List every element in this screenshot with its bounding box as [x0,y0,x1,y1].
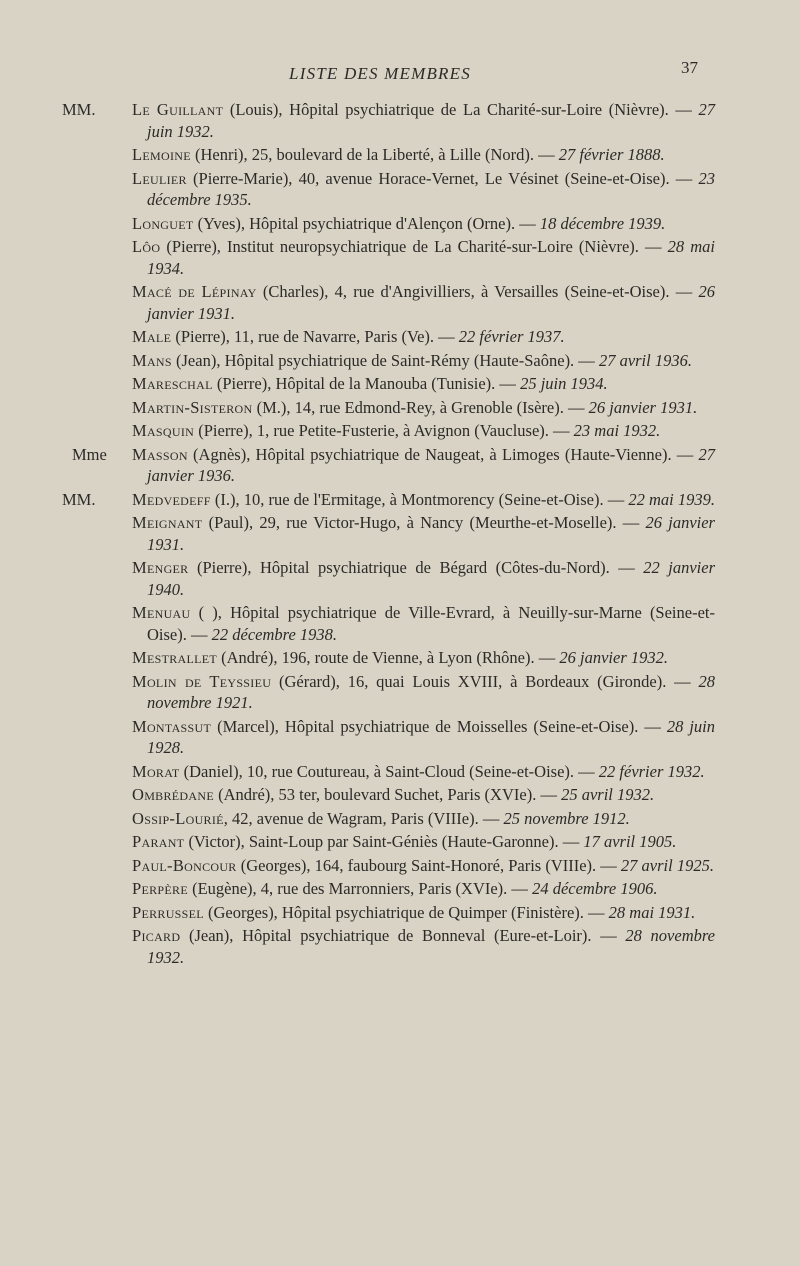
member-entry [0,602,800,645]
member-details: (I.), 10, rue de l'Ermitage, à Montmorency (Seine-et-Oise). — [210,489,629,509]
membership-date: 28 novembre 1932. [147,926,715,967]
member-name: Mans [132,350,172,370]
membership-date: 22 février 1937. [458,327,565,346]
member-entry [0,350,800,372]
member-details: , 42, avenue de Wagram, Paris (VIIIe). — [223,808,504,828]
membership-date: 27 juin 1932. [147,100,715,141]
membership-date: 18 décembre 1939. [539,213,666,233]
member-details: (Daniel), 10, rue Coutureau, à Saint-Cloud (Seine-et-Oise). — [179,761,599,781]
member-entry-text [132,808,715,830]
member-details: (Victor), Saint-Loup par Saint-Géniès (Haute-Garonne). — [184,832,584,851]
member-entry [0,489,800,511]
member-entry-text [132,144,715,166]
member-list [0,99,800,970]
member-entry-text [132,878,715,900]
membership-date: 28 juin 1928. [147,716,715,757]
membership-date: 17 avril 1905. [583,832,677,851]
member-details: (Georges), Hôpital psychiatrique de Quimper (Finistère). — [203,902,609,922]
membership-date: 27 avril 1925. [620,855,714,875]
member-name: Picard [132,926,181,945]
member-entry-text [132,99,715,142]
membership-date: 27 avril 1936. [598,350,692,370]
membership-date: 25 novembre 1912. [503,808,630,828]
member-entry-text [132,716,715,759]
member-entry [0,647,800,669]
member-details: (Agnès), Hôpital psychiatrique de Naugeat, à Limoges (Haute-Vienne). — [187,444,699,464]
membership-date: 22 décembre 1938. [211,624,338,644]
member-name: Ossip-Lourié [132,808,224,828]
membership-date: 26 janvier 1931. [588,397,698,417]
member-entry [0,784,800,806]
member-entry-text [132,350,715,372]
member-name: Longuet [132,213,194,233]
member-details: (Louis), Hôpital psychiatrique de La Charité-sur-Loire (Nièvre). — [223,100,699,119]
member-entry-text [132,420,715,442]
member-name: Ombrédane [132,785,214,804]
member-details: (Pierre), Hôpital psychiatrique de Bégard (Côtes-du-Nord). — [188,558,644,577]
member-entry-text [132,647,715,669]
member-name: Parant [132,832,185,851]
membership-date: 28 mai 1931. [608,902,696,922]
membership-date: 26 janvier 1931. [147,513,715,554]
member-name: Morat [132,761,180,781]
member-entry-text [132,512,715,555]
member-details: (Paul), 29, rue Victor-Hugo, à Nancy (Meurthe-et-Moselle). — [202,513,646,532]
member-name: Lemoine [132,145,191,164]
member-entry [0,902,800,924]
member-details: (Jean), Hôpital psychiatrique de Saint-Rémy (Haute-Saône). — [171,350,599,370]
membership-date: 26 janvier 1931. [147,282,715,323]
member-name: Le Guillant [132,100,224,119]
member-entry [0,671,800,714]
member-entry-text [132,397,715,419]
member-name: Montassut [132,716,212,736]
member-details: (André), 53 ter, boulevard Suchet, Paris (XVIe). — [213,785,562,804]
member-details: (Georges), 164, faubourg Saint-Honoré, Paris (VIIIe). — [236,855,621,875]
member-details: (Gérard), 16, quai Louis XVIII, à Bordeaux (Gironde). — [271,671,699,691]
member-details: (Pierre), Institut neuropsychiatrique de La Charité-sur-Loire (Nièvre). — [160,237,668,256]
member-name: Paul-Boncour [132,855,237,875]
member-name: Leulier [132,168,187,188]
membership-date: 28 mai 1934. [147,237,716,278]
membership-date: 27 janvier 1936. [147,444,715,485]
member-details: (André), 196, route de Vienne, à Lyon (Rhône). — [217,648,560,667]
member-entry-text [132,602,715,645]
member-entry-text [132,236,715,279]
member-entry-text [132,855,715,877]
member-entry [0,144,800,166]
member-entry-text [132,557,715,600]
member-name: Masson [132,444,188,464]
member-entry-text [132,326,715,348]
member-entry [0,761,800,783]
member-name: Macé de Lépinay [132,282,257,301]
member-entry-text [132,281,715,324]
membership-date: 24 décembre 1906. [532,879,658,898]
membership-date: 22 mai 1939. [628,489,715,509]
running-title: LISTE DES MEMBRES [289,64,471,83]
member-entry-text [132,213,715,235]
member-name: Lôo [132,237,161,256]
membership-date: 23 mai 1932. [573,421,661,440]
member-details: (Henri), 25, boulevard de la Liberté, à Lille (Nord). — [190,145,559,164]
member-entry [0,281,800,324]
membership-date: 23 décembre 1935. [147,168,715,209]
member-name: Masquin [132,421,195,440]
member-name: Medvedeff [132,489,211,509]
member-entry-text [132,671,715,714]
member-name: Menuau [132,603,191,622]
member-name: Mestrallet [132,648,217,667]
member-entry-text [132,168,715,211]
membership-date: 26 janvier 1932. [559,648,668,667]
member-details: (Pierre-Marie), 40, avenue Horace-Vernet, Le Vésinet (Seine-et-Oise). — [186,168,699,188]
member-entry [0,397,800,419]
member-details: (Marcel), Hôpital psychiatrique de Moisselles (Seine-et-Oise). — [211,716,667,736]
membership-date: 27 février 1888. [558,145,665,164]
member-entry-text [132,489,715,511]
member-entry [0,831,800,853]
page-number: 37 [681,58,698,77]
member-name: Perpère [132,879,188,898]
member-entry [0,373,800,395]
member-entry-text [132,761,715,783]
member-details: (Pierre), 11, rue de Navarre, Paris (Ve). — [171,327,459,346]
member-entry-text [132,784,715,806]
member-entry-text [132,444,715,487]
member-name: Menger [132,558,189,577]
member-entry [0,716,800,759]
membership-date: 28 novembre 1921. [147,671,715,712]
member-details: (Yves), Hôpital psychiatrique d'Alençon (Orne). — [193,213,540,233]
member-title-prefix: MM. [62,489,96,509]
member-entry-text [132,373,715,395]
member-entry-text [132,902,715,924]
member-details: (Pierre), Hôpital de la Manouba (Tunisie). — [212,374,521,393]
member-entry [0,99,800,142]
member-name: Meignant [132,513,203,532]
member-title-prefix: MM. [62,100,96,119]
member-name: Molin de Teyssieu [132,671,272,691]
member-entry [0,236,800,279]
member-entry [0,855,800,877]
membership-date: 22 janvier 1940. [147,558,715,599]
member-title-prefix: Mme [72,444,107,464]
member-details: ( ), Hôpital psychiatrique de Ville-Evrard, à Neuilly-sur-Marne (Seine-et-Oise). — [147,603,715,644]
member-details: (M.), 14, rue Edmond-Rey, à Grenoble (Isère). — [252,397,589,417]
member-name: Martin-Sisteron [132,397,253,417]
member-name: Perrussel [132,902,204,922]
member-entry [0,168,800,211]
member-entry [0,557,800,600]
member-entry-text [132,831,715,853]
member-entry [0,925,800,968]
member-entry [0,420,800,442]
member-entry [0,512,800,555]
membership-date: 25 juin 1934. [520,374,608,393]
member-entry [0,326,800,348]
member-name: Mareschal [132,374,213,393]
member-name: Male [132,327,172,346]
member-entry [0,444,800,487]
member-details: (Pierre), 1, rue Petite-Fusterie, à Avignon (Vaucluse). — [194,421,574,440]
member-entry-text [132,925,715,968]
member-entry [0,878,800,900]
member-details: (Charles), 4, rue d'Angivilliers, à Versailles (Seine-et-Oise). — [256,282,699,301]
member-details: (Jean), Hôpital psychiatrique de Bonneval (Eure-et-Loir). — [180,926,626,945]
member-details: (Eugène), 4, rue des Marronniers, Paris (XVIe). — [187,879,533,898]
membership-date: 25 avril 1932. [561,785,655,804]
member-entry [0,213,800,235]
member-entry [0,808,800,830]
membership-date: 22 février 1932. [598,761,705,781]
